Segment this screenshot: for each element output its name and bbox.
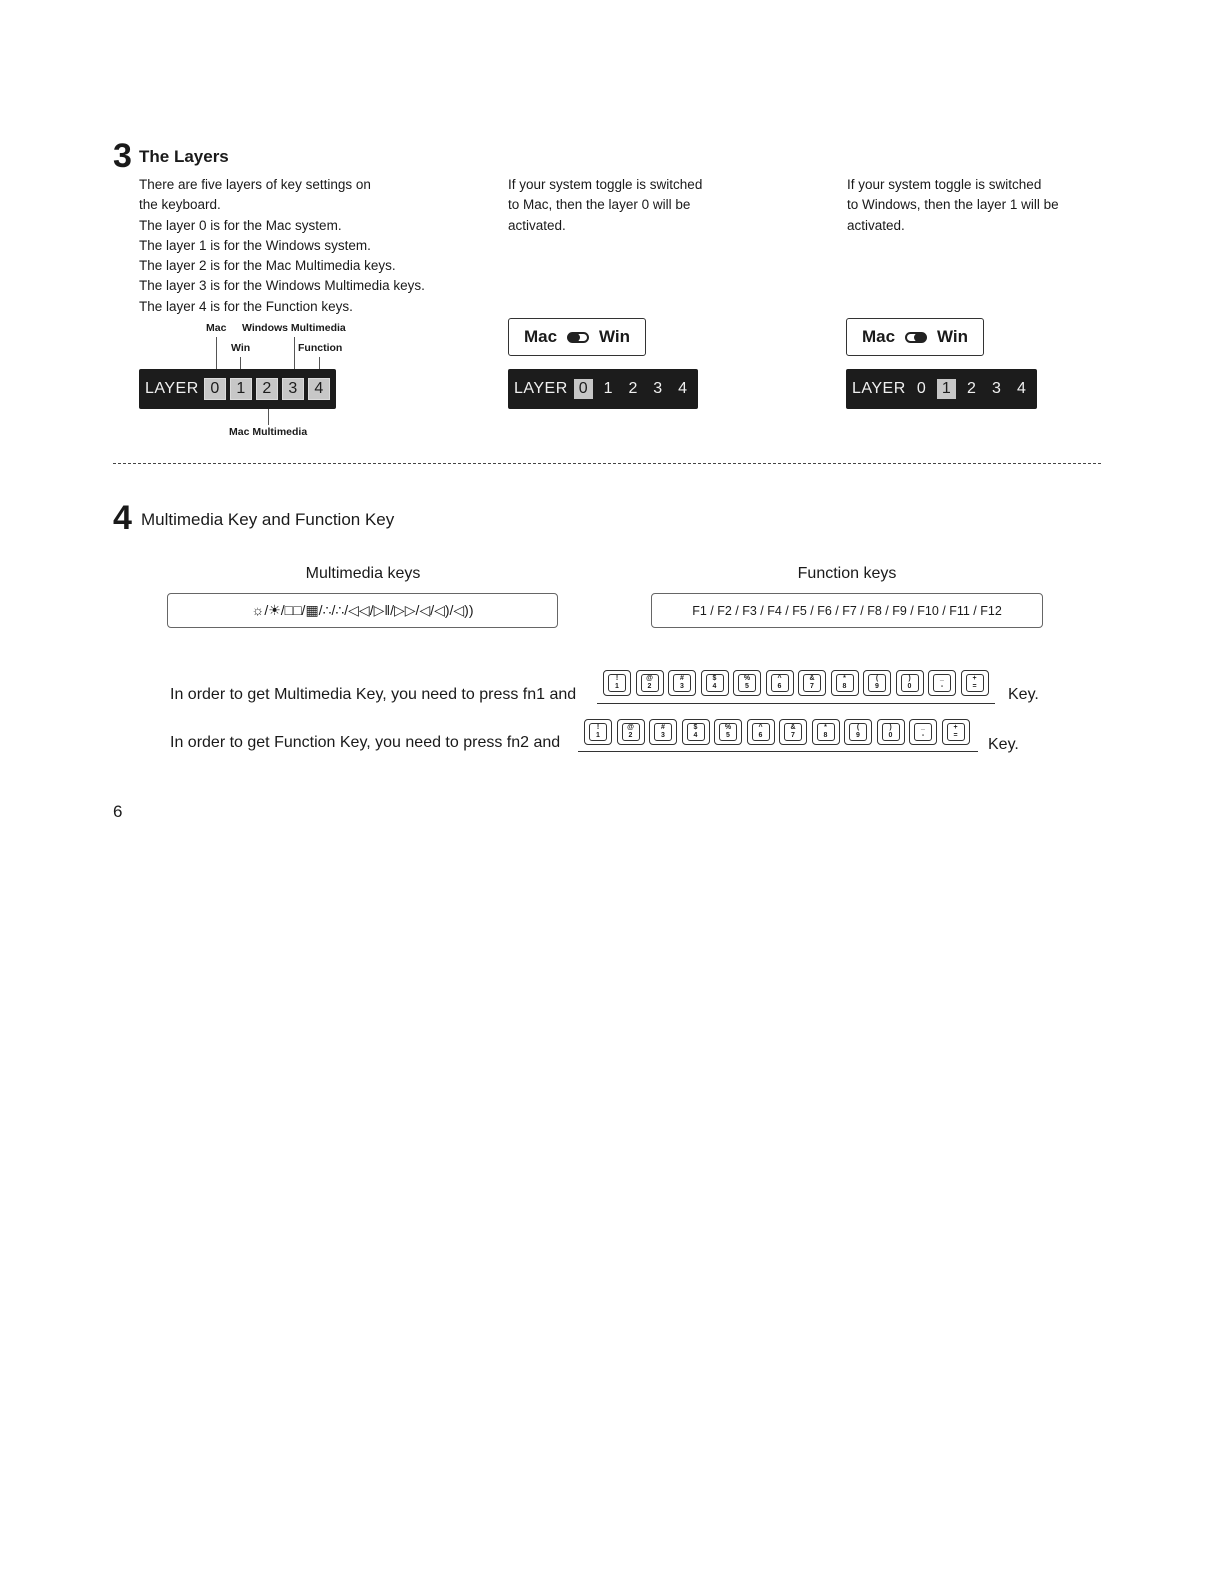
keycap-shift-symbol: + [953, 724, 958, 731]
keycap [747, 719, 775, 745]
callout-mac: Mac [206, 322, 227, 334]
layer-label: LAYER [514, 380, 568, 397]
keycap-shift-symbol: $ [712, 675, 717, 682]
number-keycaps-row [603, 670, 989, 696]
toggle-mac-label: Mac [523, 327, 558, 346]
layer-bar-mac [508, 369, 698, 409]
keycap-legend [868, 674, 886, 692]
keycap-base-symbol: 9 [875, 683, 879, 690]
keycap [603, 670, 631, 696]
page-number: 6 [113, 802, 123, 821]
function-keys-caption: Function keys [797, 565, 897, 582]
keycap-shift-symbol: & [790, 724, 796, 731]
keycap-shift-symbol: % [743, 675, 751, 682]
layers-intro [139, 175, 425, 317]
mac-toggle-description [508, 175, 702, 236]
layer-number: 3 [991, 380, 1001, 397]
section-3-title: The Layers [139, 147, 229, 166]
layer-number-active: 0 [574, 379, 593, 399]
layer-number: 1 [231, 379, 251, 399]
keycap-base-symbol: 3 [680, 683, 684, 690]
keycap-base-symbol: 3 [661, 732, 665, 739]
callout-win: Win [231, 342, 251, 354]
keycap-base-symbol: 5 [745, 683, 749, 690]
keycap-base-symbol: 2 [628, 732, 633, 739]
keycap-shift-symbol: ) [889, 724, 892, 731]
keycap [584, 719, 612, 745]
keycap-shift-symbol: * [824, 724, 827, 731]
keycap-shift-symbol: # [680, 675, 684, 682]
keycap [812, 719, 840, 745]
keycap-shift-symbol: ( [875, 675, 879, 682]
section-4-number: 4 [113, 499, 132, 537]
keycap-base-symbol: = [953, 732, 958, 739]
keycap [831, 670, 859, 696]
layer-number: 0 [205, 379, 225, 399]
number-keycaps-row [584, 719, 970, 745]
layer-number: 4 [678, 380, 688, 397]
layer-label: LAYER [145, 380, 199, 397]
callout-windows-multimedia: Windows Multimedia [242, 322, 346, 334]
mac-desc-line: If your system toggle is switched [508, 177, 703, 192]
underline [597, 703, 995, 704]
keycap-legend [817, 723, 835, 741]
keycap-base-symbol: - [921, 732, 925, 739]
keycap-legend [836, 674, 854, 692]
keycap-shift-symbol: ! [615, 675, 619, 682]
keycap-base-symbol: 6 [777, 683, 782, 690]
intro-line: The layer 0 is for the Mac system. [139, 217, 342, 233]
keycap [863, 670, 891, 696]
layer-number: 2 [257, 379, 277, 399]
keycap-base-symbol: 8 [842, 683, 847, 690]
keycap-shift-symbol: @ [627, 724, 634, 731]
intro-line: The layer 3 is for the Windows Multimedia keys. [139, 278, 425, 294]
keycap-shift-symbol: ^ [777, 675, 782, 682]
keycap-legend [914, 723, 932, 741]
win-desc-line: If your system toggle is switched [847, 177, 1042, 192]
keycap-shift-symbol: $ [693, 724, 698, 731]
keycap-base-symbol: 1 [596, 732, 600, 739]
win-toggle-description [847, 175, 1059, 236]
keycap [733, 670, 761, 696]
keycap-legend [687, 723, 705, 741]
keycap-base-symbol: 8 [823, 732, 828, 739]
intro-line: The layer 1 is for the Windows system. [139, 237, 371, 253]
keycap-base-symbol: 0 [907, 683, 912, 690]
keycap [779, 719, 807, 745]
mac-desc-line: activated. [508, 217, 566, 233]
toggle-win-label: Win [599, 327, 631, 346]
layer-number: 0 [916, 380, 926, 397]
keycap [798, 670, 826, 696]
layer-number: 1 [603, 380, 613, 397]
keycap-legend [719, 723, 737, 741]
callout-function: Function [298, 342, 343, 354]
win-desc-line: to Windows, then the layer 1 will be [847, 197, 1059, 213]
keycap-shift-symbol: ( [856, 724, 860, 731]
keycap [909, 719, 937, 745]
callout-mac-multimedia: Mac Multimedia [229, 426, 308, 438]
intro-line: the keyboard. [139, 197, 221, 213]
toggle-win-label: Win [937, 327, 969, 346]
keycap-legend [771, 674, 789, 692]
keycap-legend [654, 723, 672, 741]
intro-line: The layer 2 is for the Mac Multimedia keys. [139, 258, 396, 274]
keycap-base-symbol: 4 [693, 732, 698, 739]
keycap-legend [947, 723, 965, 741]
keycap-legend [589, 723, 607, 741]
keycap [701, 670, 729, 696]
function-instruction: In order to get Function Key, you need to press fn2 and [170, 734, 561, 751]
keycap [617, 719, 645, 745]
keycap-legend [641, 674, 659, 692]
keycap [636, 670, 664, 696]
keycap [714, 719, 742, 745]
layer-label: LAYER [852, 380, 906, 397]
keycap [928, 670, 956, 696]
keycap-shift-symbol: @ [646, 675, 653, 682]
keycap [668, 670, 696, 696]
keycap-base-symbol: 9 [856, 732, 860, 739]
keycap-base-symbol: 2 [647, 683, 652, 690]
multimedia-keys-list: ☼/☀/□□/▦/∴/∴/◁◁/▷‖/▷▷/◁/◁)/◁)) [167, 593, 558, 628]
keycap [766, 670, 794, 696]
keycap-legend [673, 674, 691, 692]
layer-number: 2 [628, 380, 638, 397]
keycap-legend [803, 674, 821, 692]
keycap-base-symbol: 0 [888, 732, 893, 739]
keycap-shift-symbol: # [661, 724, 665, 731]
section-3-number: 3 [113, 137, 132, 175]
keycap-shift-symbol: & [809, 675, 815, 682]
keycap-shift-symbol: _ [940, 675, 944, 682]
keycap-legend [622, 723, 640, 741]
multimedia-keys-caption: Multimedia keys [305, 565, 421, 582]
system-toggle-win [846, 318, 984, 356]
keycap-base-symbol: 4 [712, 683, 717, 690]
underline [578, 751, 978, 752]
layer-number: 4 [309, 379, 329, 399]
mac-desc-line: to Mac, then the layer 0 will be [508, 197, 691, 213]
layer-bar-win [846, 369, 1037, 409]
keycap [961, 670, 989, 696]
keycap-base-symbol: - [940, 683, 944, 690]
layer-number-active: 1 [937, 379, 956, 399]
keycap-shift-symbol: * [843, 675, 846, 682]
win-desc-line: activated. [847, 217, 905, 233]
keycap-base-symbol: 7 [791, 732, 795, 739]
keycap [896, 670, 924, 696]
keycap-legend [966, 674, 984, 692]
keycap-legend [849, 723, 867, 741]
section-divider [113, 463, 1101, 464]
keycap-shift-symbol: ) [908, 675, 911, 682]
keycap-base-symbol: 7 [810, 683, 814, 690]
keycap-base-symbol: = [972, 683, 977, 690]
toggle-mac-label: Mac [861, 327, 896, 346]
key-suffix: Key. [988, 736, 1019, 753]
toggle-switch-icon [567, 332, 589, 343]
keycap-legend [752, 723, 770, 741]
layer-number: 4 [1017, 380, 1026, 397]
layer-bar-all [139, 369, 336, 409]
section-4-title: Multimedia Key and Function Key [141, 510, 395, 529]
keycap-shift-symbol: ^ [758, 724, 763, 731]
keycap-base-symbol: 1 [615, 683, 619, 690]
keycap-legend [882, 723, 900, 741]
keycap-legend [738, 674, 756, 692]
keycap [649, 719, 677, 745]
keycap-legend [608, 674, 626, 692]
keycap-base-symbol: 6 [758, 732, 763, 739]
keycap-shift-symbol: + [972, 675, 977, 682]
keycap-base-symbol: 5 [726, 732, 730, 739]
system-toggle-mac [508, 318, 646, 356]
keycap-shift-symbol: % [724, 724, 732, 731]
keycap [682, 719, 710, 745]
keycap-shift-symbol: ! [596, 724, 600, 731]
intro-line: There are five layers of key settings on [139, 177, 371, 192]
keycap-legend [784, 723, 802, 741]
toggle-switch-icon [905, 332, 927, 343]
layer-number: 3 [283, 379, 303, 399]
keycap [877, 719, 905, 745]
function-keys-list: F1 / F2 / F3 / F4 / F5 / F6 / F7 / F8 / F9 / F10 / F11 / F12 [651, 593, 1043, 628]
multimedia-instruction: In order to get Multimedia Key, you need to press fn1 and [170, 686, 577, 703]
intro-line: The layer 4 is for the Function keys. [139, 298, 353, 314]
layer-number: 2 [966, 380, 976, 397]
layer-number: 3 [653, 380, 663, 397]
keycap-shift-symbol: _ [921, 724, 925, 731]
keycap [844, 719, 872, 745]
keycap-legend [933, 674, 951, 692]
keycap [942, 719, 970, 745]
key-suffix: Key. [1008, 686, 1039, 703]
keycap-legend [706, 674, 724, 692]
keycap-legend [901, 674, 919, 692]
